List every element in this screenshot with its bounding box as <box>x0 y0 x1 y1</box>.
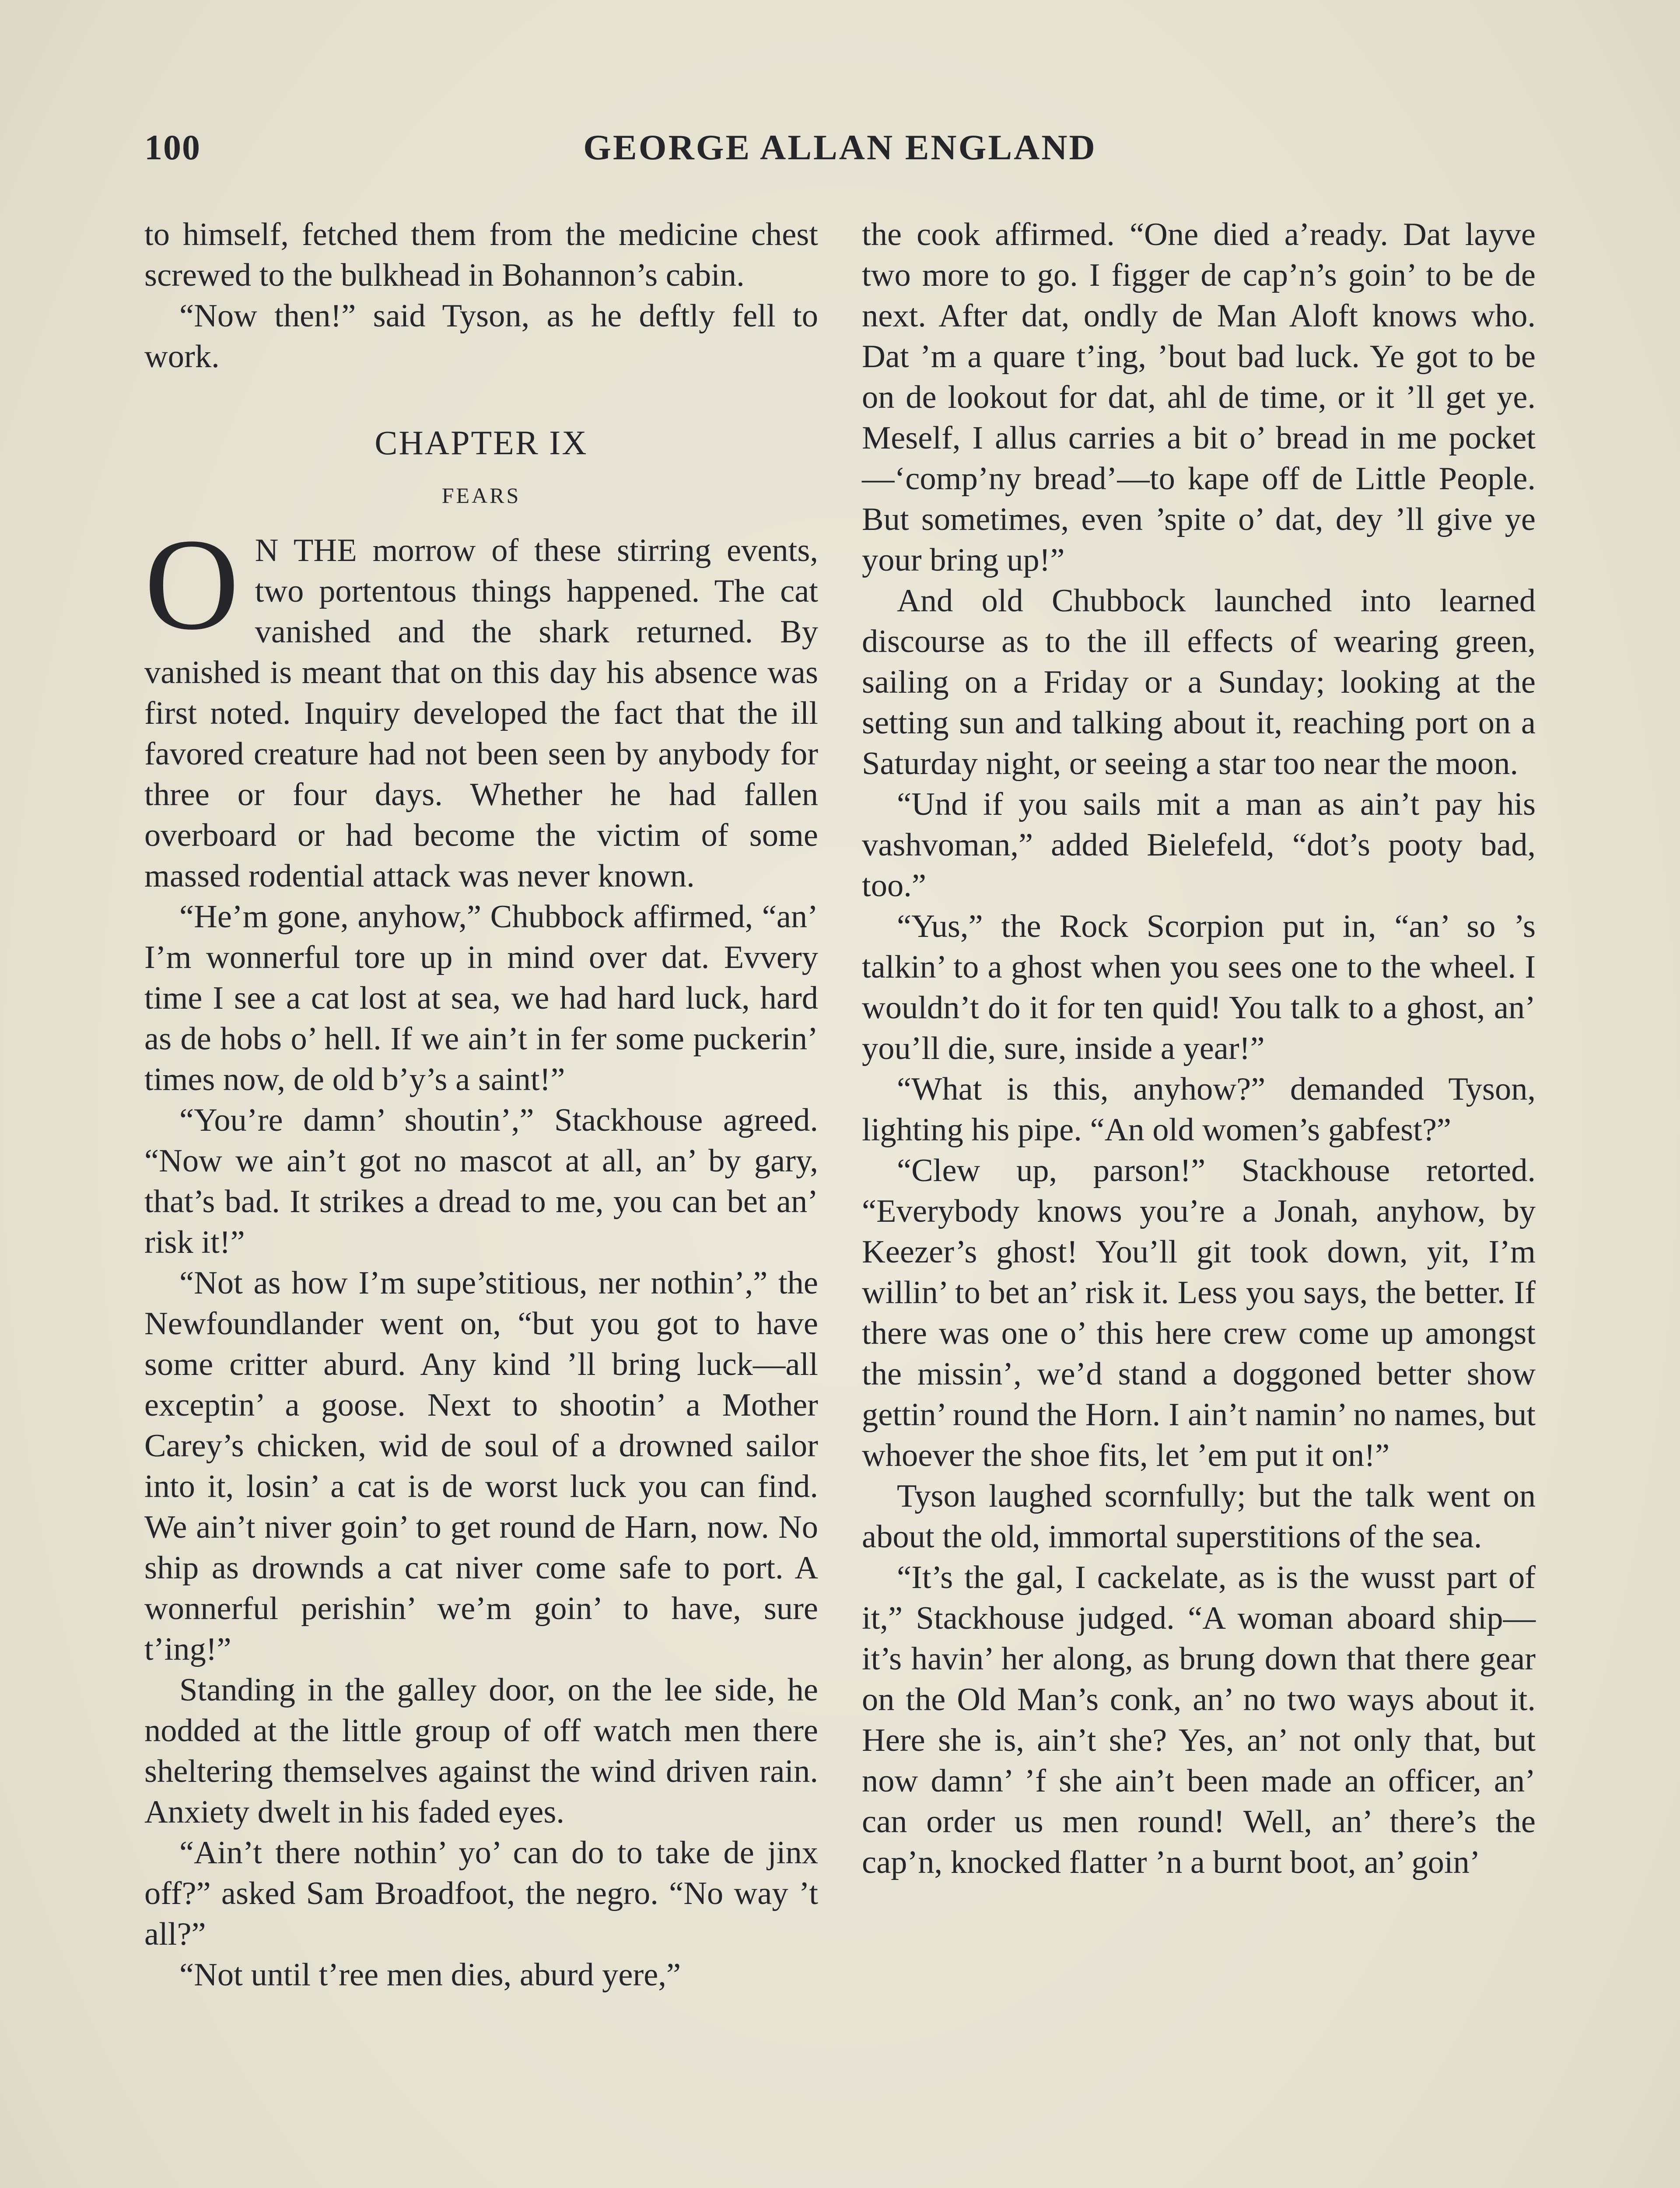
paragraph: to himself, fetched them from the medicine chest screwed to the bulkhead in Bohannon’s cabin. <box>144 217 818 293</box>
running-head: GEORGE ALLAN ENGLAND <box>583 127 1097 167</box>
page-number: 100 <box>144 127 201 167</box>
paragraph: “He’m gone, anyhow,” Chubbock affirmed, “an’ I’m wonnerful tore up in mind over dat. Evvery time I see a cat lost at sea, we had hard luck, hard as de hobs o’ hell. If we ain’t in fer some puckerin’ times now, de old b’y’s a saint!” <box>144 899 818 1098</box>
paragraph: “Not until t’ree men dies, aburd yere,” <box>179 1957 681 1993</box>
opening-paragraph-text: N THE morrow of these stirring events, two portentous things happened. The cat vanished and the shark returned. By vanished is meant that on this day his absence was first noted. Inquiry developed the fact that the ill favored creature had not been seen by anybody for three or four days. Whether he had fallen overboard or had become the victim of some massed rodential attack was never known. <box>144 533 818 894</box>
page-header <box>144 127 1536 175</box>
paragraph: “Ain’t there nothin’ yo’ can do to take de jinx off?” asked Sam Broadfoot, the negro. “No way ’t all?” <box>144 1835 818 1952</box>
paragraph: Tyson laughed scornfully; but the talk went on about the old, immortal superstitions of the sea. <box>862 1478 1536 1555</box>
chapter-title: CHAPTER IX <box>374 424 588 462</box>
paragraph: “Und if you sails mit a man as ain’t pay his vashvoman,” added Bielefeld, “dot’s pooty bad, too.” <box>862 786 1536 904</box>
paragraph: “Not as how I’m supe’stitious, ner nothin’,” the Newfoundlander went on, “but you got to have some critter aburd. Any kind ’ll bring luck—all exceptin’ a goose. Next to shootin’ a Mother Carey’s chicken, wid de soul of a drowned sailor into it, losin’ a cat is de worst luck you can find. We ain’t niver goin’ to get round de Harn, now. No ship as drownds a cat niver come safe to port. A wonnerful perishin’ we’m goin’ to have, sure t’ing!” <box>144 1265 818 1667</box>
paragraph: “Now then!” said Tyson, as he deftly fell to work. <box>144 298 818 375</box>
paragraph: “It’s the gal, I cackelate, as is the wusst part of it,” Stackhouse judged. “A woman aboard ship—it’s havin’ her along, as brung down that there gear on the Old Man’s conk, an’ no two ways about it. Here she is, ain’t she? Yes, an’ not only that, but now damn’ ’f she ain’t been made an officer, an’ can order us men round! Well, an’ there’s the cap’n, knocked flatter ’n a burnt boot, an’ goin’ <box>862 1560 1536 1880</box>
paragraph: “Yus,” the Rock Scorpion put in, “an’ so ’s talkin’ to a ghost when you sees one to the wheel. I wouldn’t do it for ten quid! You talk to a ghost, an’ you’ll die, sure, inside a year!” <box>862 908 1536 1066</box>
paragraph: And old Chubbock launched into learned discourse as to the ill effects of wearing green, sailing on a Friday or a Sunday; looking at the setting sun and talking about it, reaching port on a Saturday night, or seeing a star too near the moon. <box>862 583 1536 782</box>
paragraph: “You’re damn’ shoutin’,” Stackhouse agreed. “Now we ain’t got no mascot at all, an’ by gary, that’s bad. It strikes a dread to me, you can bet an’ risk it!” <box>144 1102 818 1260</box>
paragraph: the cook affirmed. “One died a’ready. Dat layve two more to go. I figger de cap’n’s goin’ to be de next. After dat, ondly de Man Aloft knows who. Dat ’m a quare t’ing, ’bout bad luck. Ye got to be on de lookout for dat, ahl de time, or it ’ll get ye. Meself, I allus carries a bit o’ bread in me pocket—‘comp’ny bread’—to kape off de Little People. But sometimes, even ’spite o’ dat, dey ’ll give ye your bring up!” <box>862 217 1536 578</box>
paragraph: “Clew up, parson!” Stackhouse retorted. “Everybody knows you’re a Jonah, anyhow, by Keezer’s ghost! You’ll git took down, yit, I’m willin’ to bet an’ risk it. Less you says, the better. If there was one o’ this here crew come up amongst the missin’, we’d stand a doggoned better show gettin’ round the Horn. I ain’t namin’ no names, but whoever the shoe fits, let ’em put it on!” <box>862 1153 1536 1473</box>
paragraph: “What is this, anyhow?” demanded Tyson, lighting his pipe. “An old women’s gabfest?” <box>862 1071 1536 1148</box>
right-column <box>862 214 1536 1883</box>
left-column <box>144 214 818 1995</box>
opening-paragraph <box>144 512 818 897</box>
chapter-subtitle: FEARS <box>441 483 521 508</box>
drop-cap: O <box>144 512 239 657</box>
paragraph: Standing in the galley door, on the lee side, he nodded at the little group of off watch men there sheltering themselves against the wind driven rain. Anxiety dwelt in his faded eyes. <box>144 1672 818 1830</box>
